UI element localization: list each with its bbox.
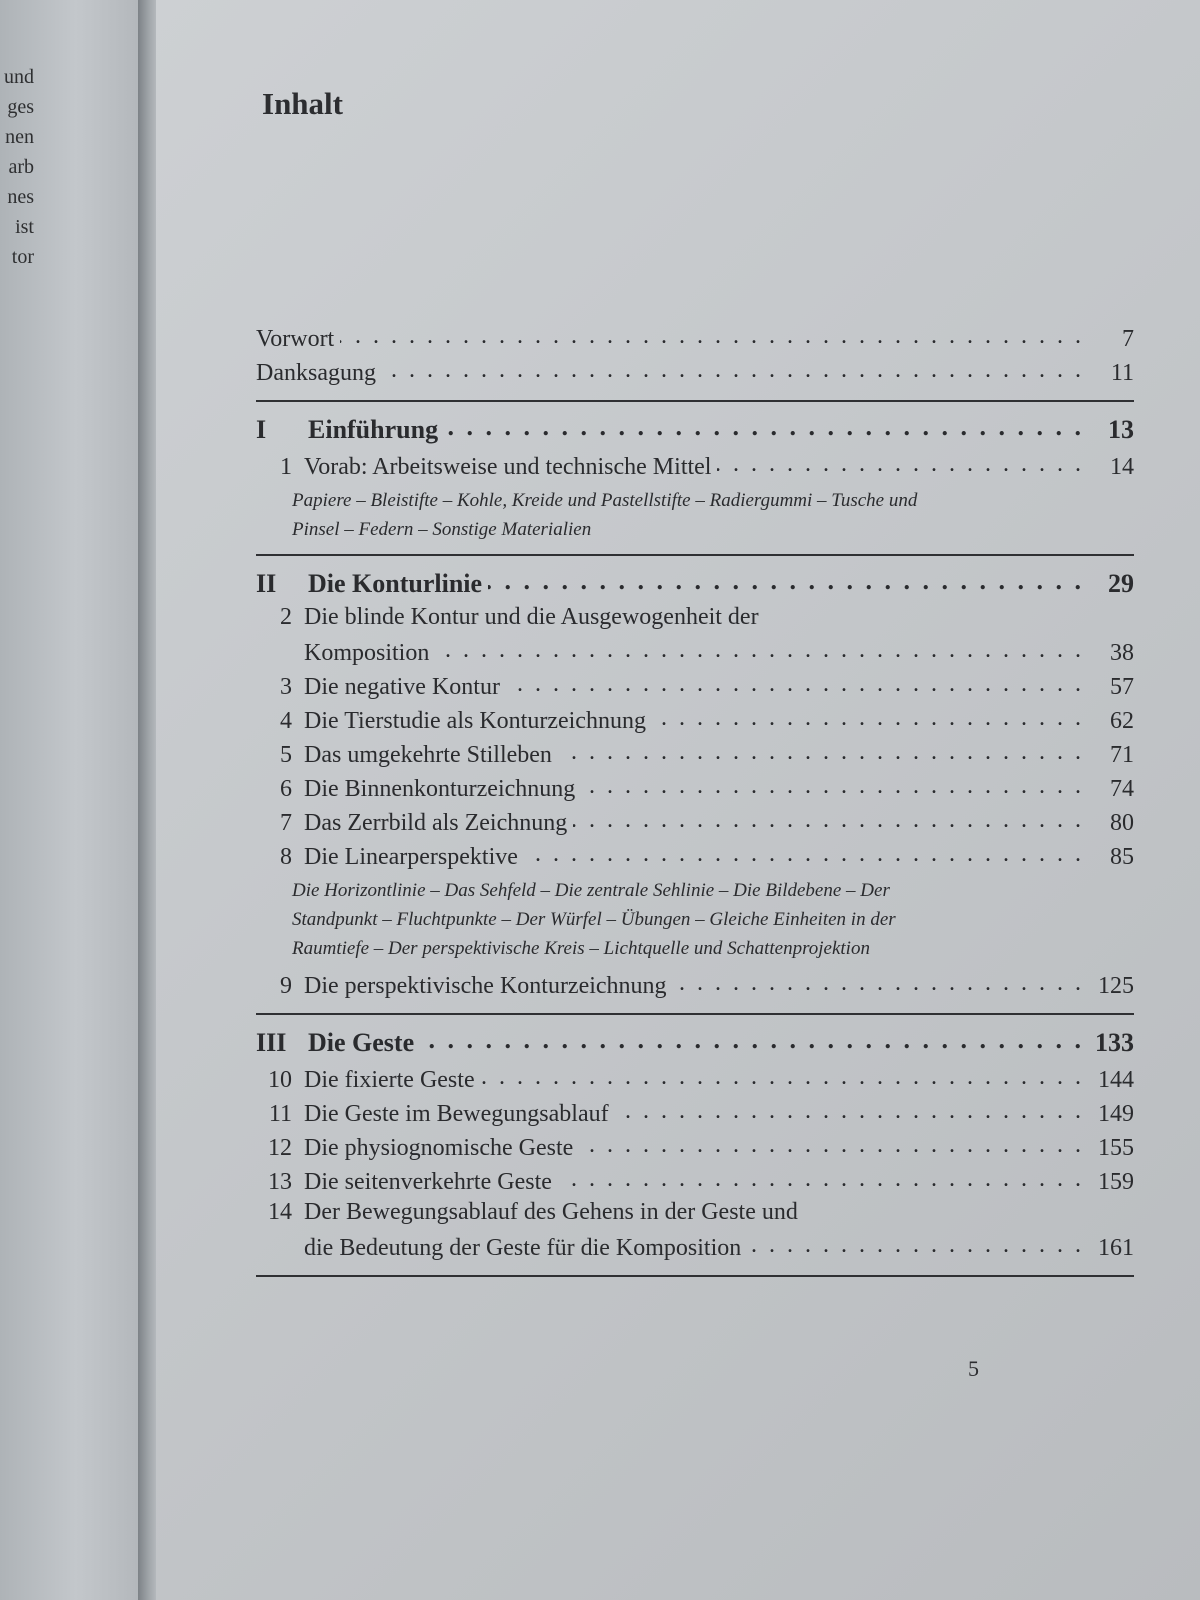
chapter-number: 5 — [280, 742, 292, 768]
section-divider — [256, 1275, 1134, 1277]
chapter-title: Die seitenverkehrte Geste — [304, 1169, 552, 1195]
left-page-edge — [0, 0, 138, 1600]
dot-leader — [481, 1063, 1084, 1087]
toc-chapter — [256, 1131, 1134, 1165]
dot-leader — [435, 636, 1084, 660]
toc-page-number: 74 — [1110, 776, 1134, 802]
toc-chapter — [256, 840, 1134, 874]
chapter-title-line: Die blinde Kontur und die Ausgewogenheit der — [304, 604, 759, 630]
chapter-title: Vorab: Arbeitsweise und technische Mittel — [304, 454, 712, 480]
dot-leader — [615, 1097, 1084, 1121]
table-of-contents — [256, 322, 1134, 1289]
dot-leader — [652, 704, 1084, 728]
left-fragment: und — [4, 66, 34, 88]
toc-page-number: 159 — [1098, 1169, 1134, 1195]
toc-page-number: 13 — [1108, 415, 1134, 444]
dot-leader — [573, 806, 1084, 830]
chapter-number: 9 — [280, 973, 292, 999]
chapter-title: Die fixierte Geste — [304, 1067, 475, 1093]
toc-page-number: 71 — [1110, 742, 1134, 768]
dot-leader — [420, 1027, 1084, 1051]
dot-leader — [506, 670, 1084, 694]
dot-leader — [581, 772, 1084, 796]
toc-page-number: 38 — [1110, 640, 1134, 666]
part-numeral: III — [256, 1028, 287, 1057]
chapter-subtopics: Die Horizontlinie – Das Sehfeld – Die zentrale Sehlinie – Die Bildebene – Der Standpunkt – Fluchtpunkte – Der Würfel – Übungen – Gleiche Einheiten in der Raumtiefe – Der perspektivische Kreis – Lichtquelle und Schattenprojektion — [292, 880, 896, 959]
chapter-title: Die perspektivische Konturzeichnung — [304, 973, 667, 999]
dot-leader — [747, 1231, 1084, 1255]
section-divider — [256, 554, 1134, 556]
chapter-title: Die Geste im Bewegungsablauf — [304, 1101, 609, 1127]
contents-page — [156, 0, 1200, 1600]
chapter-subtopics: Papiere – Bleistifte – Kohle, Kreide und Pastellstifte – Radiergummi – Tusche und Pinsel – Federn – Sonstige Materialien — [292, 490, 918, 540]
toc-page-number: 62 — [1110, 708, 1134, 734]
dot-leader — [488, 568, 1084, 592]
dot-leader — [340, 322, 1084, 346]
chapter-title: Das Zerrbild als Zeichnung — [304, 810, 568, 836]
toc-chapter-line — [256, 1199, 1134, 1231]
toc-chapter — [256, 1231, 1134, 1265]
part-numeral: I — [256, 415, 267, 444]
chapter-title: Komposition — [304, 640, 430, 666]
toc-chapter — [256, 636, 1134, 670]
toc-entry-title: Vorwort — [256, 326, 335, 352]
page-title: Inhalt — [262, 86, 343, 121]
chapter-title: Die negative Kontur — [304, 674, 500, 700]
chapter-number: 13 — [268, 1169, 292, 1195]
toc-chapter — [256, 670, 1134, 704]
chapter-title: Die Tierstudie als Konturzeichnung — [304, 708, 646, 734]
left-fragment: ges — [7, 96, 34, 118]
part-title: Einführung — [308, 415, 439, 444]
chapter-title-line: Der Bewegungsablauf des Gehens in der Geste und — [304, 1199, 798, 1225]
toc-chapter — [256, 806, 1134, 840]
toc-page-number: 144 — [1098, 1067, 1134, 1093]
toc-page-number: 155 — [1098, 1135, 1134, 1161]
toc-page-number: 125 — [1098, 973, 1134, 999]
toc-page-number: 85 — [1110, 844, 1134, 870]
toc-page-number: 7 — [1122, 326, 1134, 352]
chapter-title: Die Binnenkonturzeichnung — [304, 776, 576, 802]
left-fragment: nen — [5, 126, 34, 148]
chapter-number: 3 — [280, 674, 292, 700]
dot-leader — [382, 356, 1084, 380]
toc-chapter — [256, 1063, 1134, 1097]
toc-entry-title: Danksagung — [256, 360, 376, 386]
chapter-number: 7 — [280, 810, 292, 836]
book-gutter — [138, 0, 156, 1600]
left-fragment: arb — [8, 156, 34, 178]
toc-part-heading — [256, 568, 1134, 604]
chapter-number: 4 — [280, 708, 292, 734]
part-numeral: II — [256, 569, 277, 598]
toc-page-number: 161 — [1098, 1235, 1134, 1261]
dot-leader — [558, 738, 1084, 762]
toc-page-number: 14 — [1110, 454, 1134, 480]
dot-leader — [717, 450, 1084, 474]
dot-leader — [673, 969, 1084, 993]
toc-chapter — [256, 1165, 1134, 1199]
toc-chapter — [256, 450, 1134, 484]
toc-part-heading — [256, 414, 1134, 450]
dot-leader — [444, 414, 1084, 438]
part-title: Die Konturlinie — [308, 569, 483, 598]
left-fragment: ist — [15, 216, 34, 238]
toc-page-number: 149 — [1098, 1101, 1134, 1127]
toc-entry-acknowledgements — [256, 356, 1134, 390]
chapter-title: die Bedeutung der Geste für die Komposition — [304, 1235, 742, 1261]
chapter-number: 6 — [280, 776, 292, 802]
toc-page-number: 57 — [1110, 674, 1134, 700]
chapter-number: 11 — [268, 1101, 292, 1127]
chapter-title: Das umgekehrte Stilleben — [304, 742, 552, 768]
toc-chapter — [256, 738, 1134, 772]
chapter-title: Die Linearperspektive — [304, 844, 518, 870]
toc-part-heading — [256, 1027, 1134, 1063]
toc-page-number: 133 — [1095, 1028, 1134, 1057]
chapter-number: 10 — [268, 1067, 292, 1093]
left-fragment: tor — [11, 246, 34, 268]
toc-entry-preface — [256, 322, 1134, 356]
section-divider — [256, 1013, 1134, 1015]
chapter-title: Die physiognomische Geste — [304, 1135, 574, 1161]
dot-leader — [524, 840, 1084, 864]
toc-chapter — [256, 772, 1134, 806]
toc-chapter-line — [256, 604, 1134, 636]
chapter-number: 2 — [280, 604, 292, 630]
chapter-number: 12 — [268, 1135, 292, 1161]
section-divider — [256, 400, 1134, 402]
dot-leader — [579, 1131, 1084, 1155]
toc-page-number: 80 — [1110, 810, 1134, 836]
page-number: 5 — [968, 1356, 979, 1381]
dot-leader — [558, 1165, 1084, 1189]
part-title: Die Geste — [308, 1028, 415, 1057]
toc-chapter — [256, 1097, 1134, 1131]
left-fragment: nes — [7, 186, 34, 208]
chapter-number: 1 — [280, 454, 292, 480]
toc-chapter — [256, 969, 1134, 1003]
chapter-number: 8 — [280, 844, 292, 870]
toc-page-number: 11 — [1110, 360, 1134, 386]
toc-chapter — [256, 704, 1134, 738]
chapter-number: 14 — [268, 1199, 292, 1225]
left-page-text-fragments — [0, 62, 34, 272]
toc-page-number: 29 — [1108, 569, 1134, 598]
